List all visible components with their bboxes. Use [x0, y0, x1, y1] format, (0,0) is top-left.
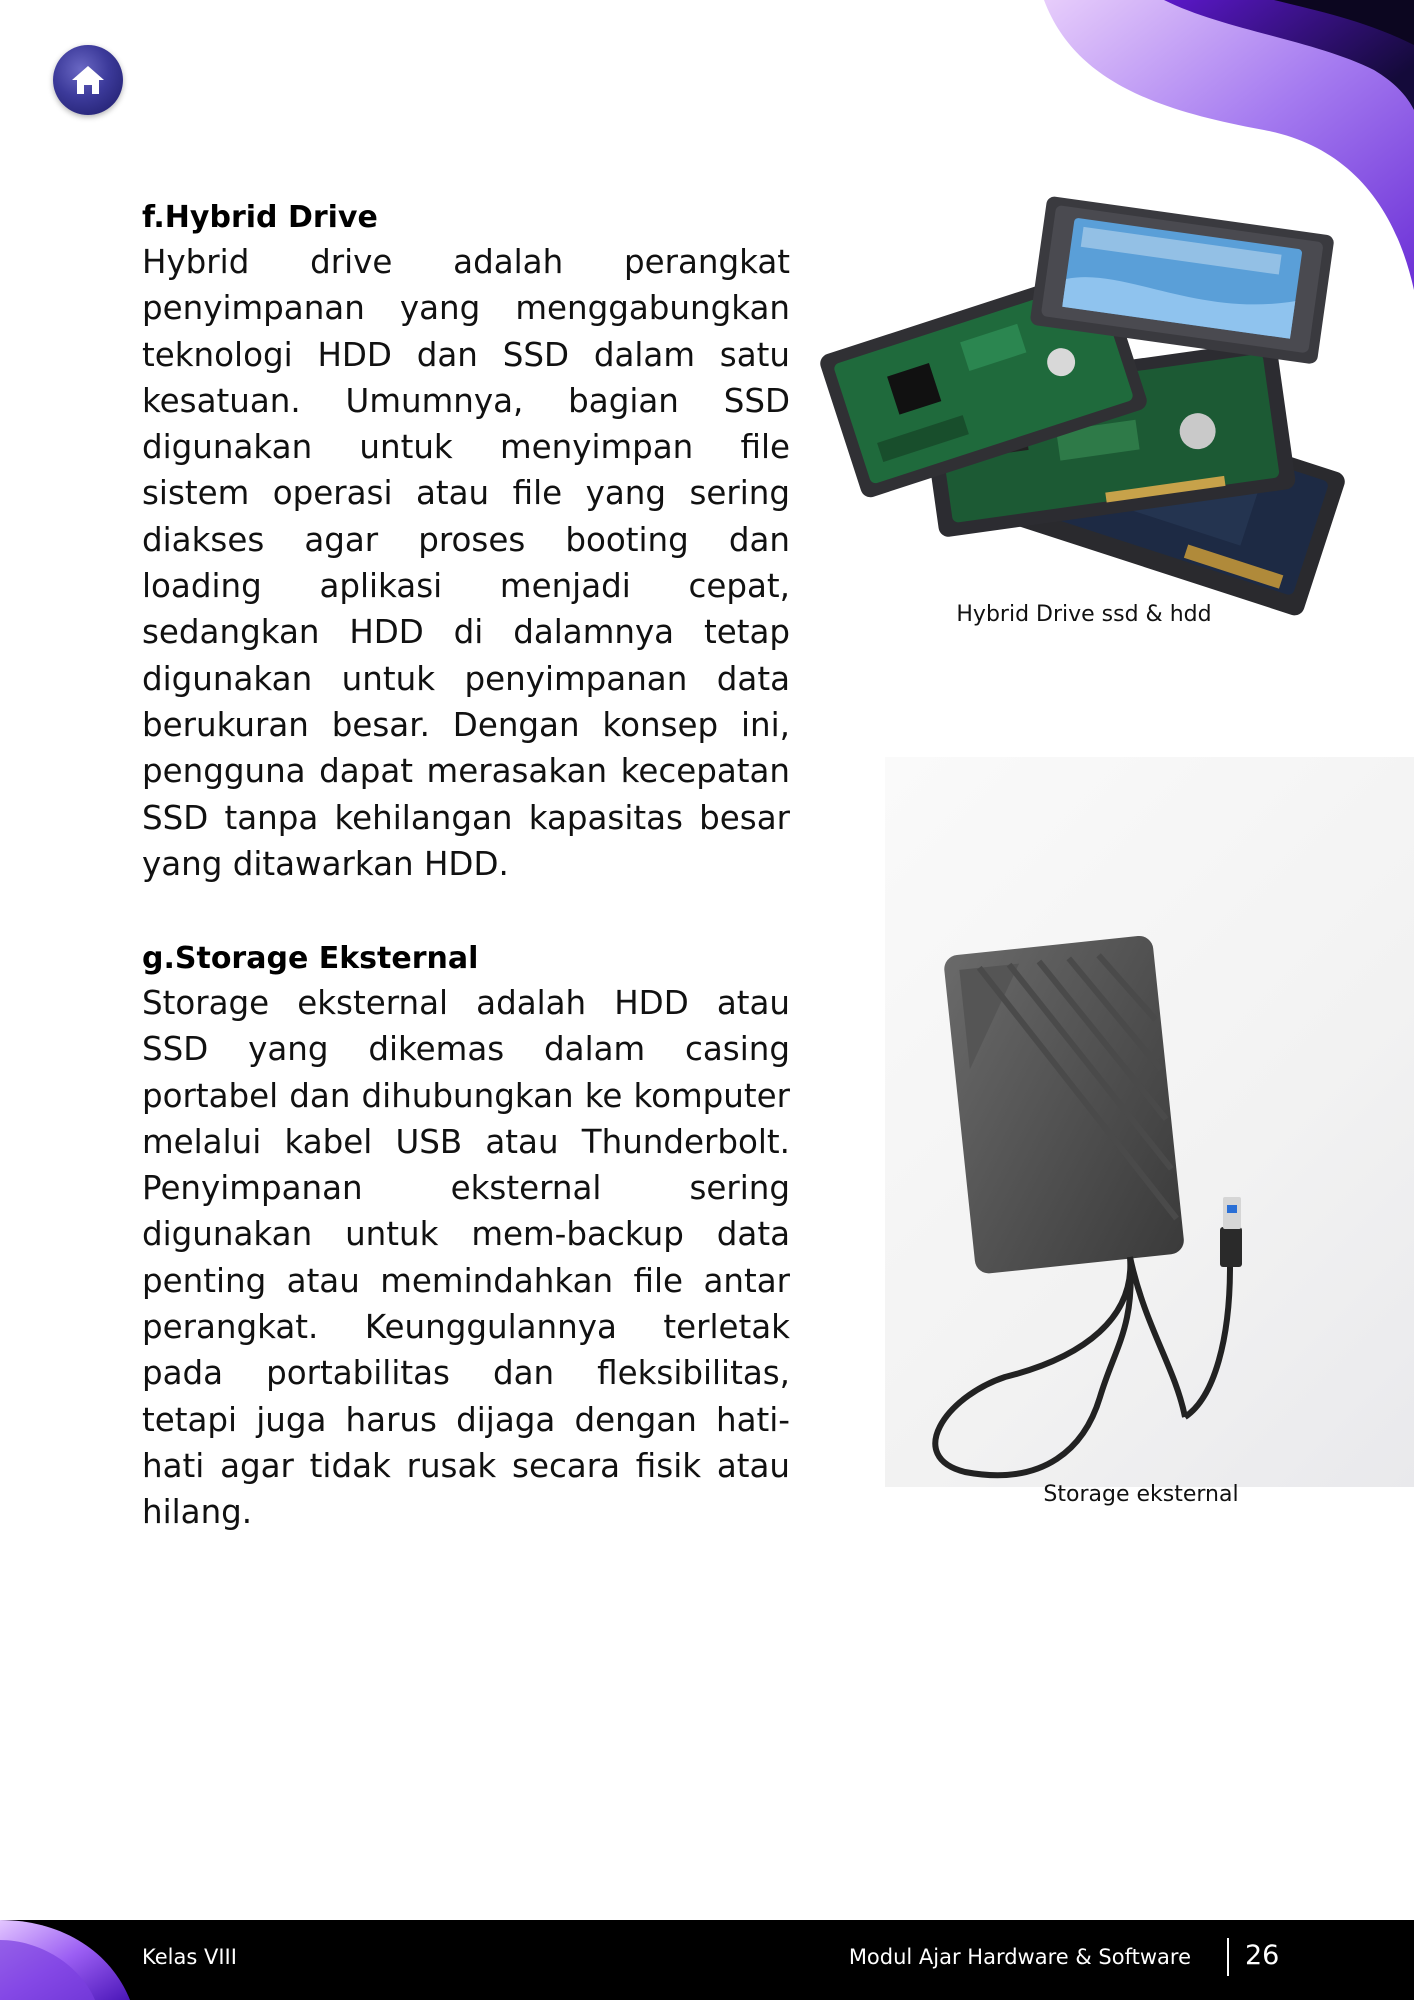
section-heading: f.Hybrid Drive [142, 200, 378, 235]
hybrid-drive-image [800, 175, 1385, 630]
section-body: Hybrid drive adalah perangkat penyimpanan yang menggabungkan teknologi HDD dan SSD dalam satu kesatuan. Umumnya, bagian SSD digunakan untuk menyimpan file sistem operasi atau file yang sering diakses agar proses booting dan loading aplikasi menjadi cepat, sedangkan HDD di dalamnya tetap digunakan untuk penyimpanan data berukuran besar. Dengan konsep ini, pengguna dapat merasakan kecepatan SSD tanpa kehilangan kapasitas besar yang ditawarkan HDD. [142, 243, 790, 883]
figure-caption: Storage eksternal [1043, 1482, 1239, 1507]
section-storage-eksternal [142, 938, 790, 1536]
footer-class-label: Kelas VIII [142, 1945, 237, 1969]
page-number: 26 [1245, 1940, 1280, 1971]
home-icon [70, 63, 106, 97]
section-heading: g.Storage Eksternal [142, 941, 479, 976]
decorative-wave-bottom [0, 1920, 160, 2000]
figure-caption: Hybrid Drive ssd & hdd [956, 602, 1212, 627]
footer-module-title: Modul Ajar Hardware & Software [848, 1945, 1191, 1969]
home-button[interactable] [53, 45, 123, 115]
page-footer [0, 1920, 1414, 2000]
section-hybrid-drive [142, 197, 790, 887]
section-body: Storage eksternal adalah HDD atau SSD yang dikemas dalam casing portabel dan dihubungkan ke komputer melalui kabel USB atau Thunderbolt. Penyimpanan eksternal sering digunakan untuk mem-backup data penting atau memindahkan file antar perangkat. Keunggulannya terletak pada portabilitas dan fleksibilitas, tetapi juga harus dijaga dengan hati-hati agar tidak rusak secara fisik atau hilang. [142, 984, 790, 1532]
external-storage-image [885, 757, 1414, 1487]
footer-divider [1227, 1938, 1229, 1976]
